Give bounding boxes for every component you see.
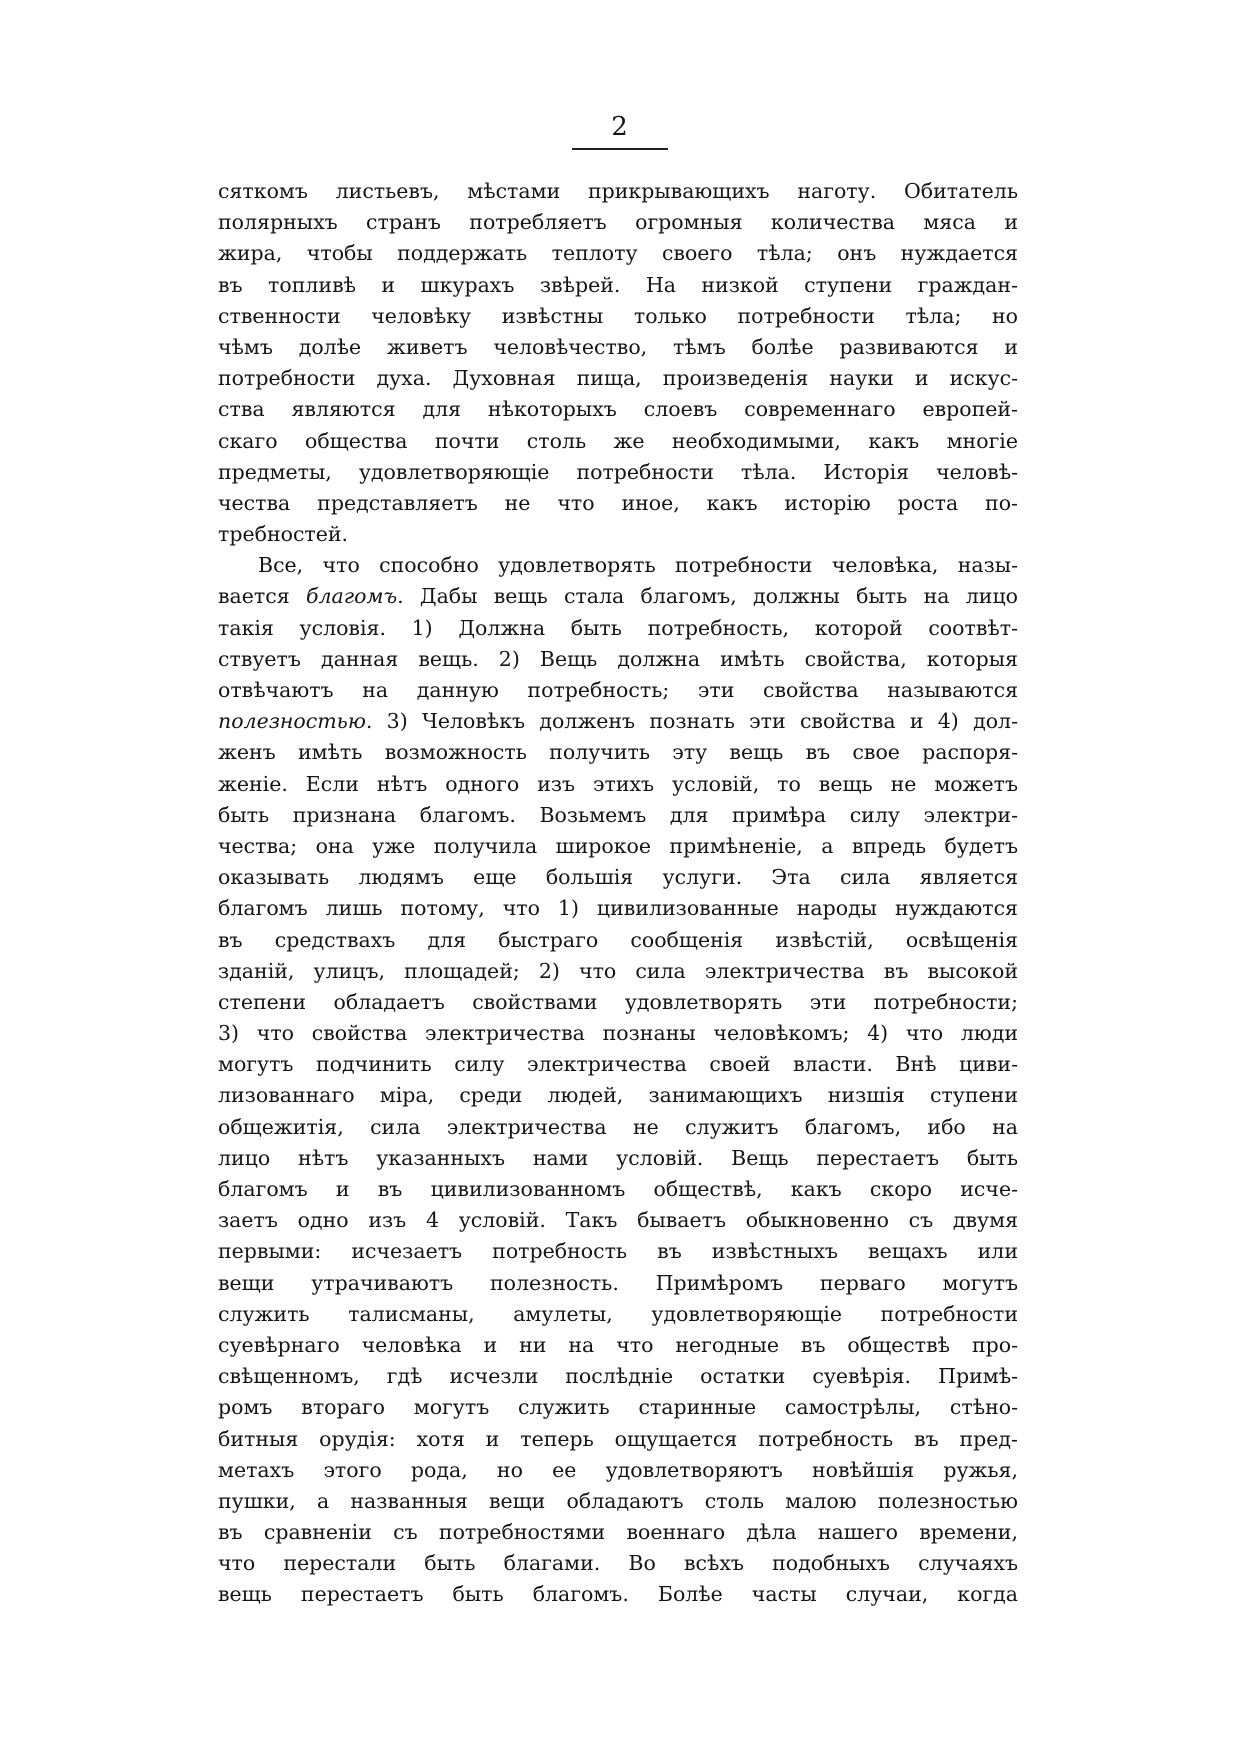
text-line: полярныхъ странъ потребляетъ огромныя количества мяса и	[218, 210, 1018, 235]
text-line: чества; она уже получила широкое примѣненіе, а впредь будетъ	[218, 833, 1018, 858]
text-line: женъ имѣть возможность получить эту вещь въ свое распоря-	[218, 740, 1018, 765]
text-line: потребности духа. Духовная пища, произведенія науки и искус-	[218, 366, 1018, 391]
text-line: лизованнаго міра, среди людей, занимающихъ низшія ступени	[218, 1083, 1018, 1108]
text-line: первыми: исчезаетъ потребность въ извѣстныхъ вещахъ или	[218, 1239, 1018, 1264]
text-line: степени обладаетъ свойствами удовлетворять эти потребности;	[218, 989, 1018, 1014]
text-line: Все, что способно удовлетворять потребности человѣка, назы-	[258, 553, 1018, 578]
text-line: благомъ и въ цивилизованномъ обществѣ, какъ скоро исче-	[218, 1177, 1018, 1201]
text-line: могутъ подчинить силу электричества своей власти. Внѣ циви-	[218, 1052, 1018, 1077]
text-line: въ топливѣ и шкурахъ звѣрей. На низкой ступени граждан-	[218, 272, 1018, 297]
text-line: пушки, а названныя вещи обладаютъ столь малою полезностью	[218, 1488, 1018, 1513]
text-line: требностей.	[218, 522, 349, 547]
text-line: благомъ лишь потому, что 1) цивилизованные народы нуждаются	[218, 896, 1018, 921]
emphasized-term: полезностью	[218, 709, 366, 734]
text-run: вается	[218, 584, 306, 609]
text-line: ствуетъ данная вещь. 2) Вещь должна имѣть свойства, которыя	[218, 646, 1018, 671]
text-line: ромъ втораго могутъ служить старинные самострѣлы, стѣно-	[218, 1395, 1018, 1420]
text-line	[218, 581, 1018, 612]
text-line: быть признана благомъ. Возьмемъ для примѣра силу электри-	[218, 802, 1018, 827]
text-line: свѣщенномъ, гдѣ исчезли послѣдніе остатки суевѣрія. Примѣ-	[218, 1364, 1018, 1389]
emphasized-term: благомъ	[305, 584, 398, 609]
text-line	[218, 706, 1018, 737]
text-line: отвѣчаютъ на данную потребность; эти свойства называются	[218, 678, 1018, 702]
page-number: 2	[611, 112, 629, 142]
text-line: 3) что свойства электричества познаны человѣкомъ; 4) что люди	[218, 1021, 1018, 1046]
text-line: сяткомъ листьевъ, мѣстами прикрывающихъ наготу. Обитатель	[218, 179, 1018, 203]
body-text	[218, 176, 1018, 1611]
text-line: зданій, улицъ, площадей; 2) что сила электричества въ высокой	[218, 958, 1018, 983]
text-line: чества представляетъ не что иное, какъ исторію роста по-	[218, 490, 1018, 515]
text-run: . 3) Человѣкъ долженъ познать эти свойства и 4) дол-	[365, 709, 1018, 734]
text-line: оказывать людямъ еще большія услуги. Эта сила является	[218, 865, 1018, 890]
text-line: ственности человѣку извѣстны только потребности тѣла; но	[218, 303, 1018, 328]
text-run: . Дабы вещь стала благомъ, должны быть на лицо	[397, 584, 1018, 609]
text-line: жира, чтобы поддержать теплоту своего тѣла; онъ нуждается	[218, 241, 1018, 266]
text-line: предметы, удовлетворяющіе потребности тѣла. Исторія человѣ-	[218, 459, 1018, 484]
text-line: суевѣрнаго человѣка и ни на что негодные въ обществѣ про-	[218, 1332, 1018, 1357]
text-line: женіе. Если нѣтъ одного изъ этихъ условій, то вещь не можетъ	[218, 771, 1018, 796]
text-line: заетъ одно изъ 4 условій. Такъ бываетъ обыкновенно съ двумя	[218, 1208, 1018, 1233]
text-line: въ сравненіи съ потребностями военнаго дѣла нашего времени,	[218, 1520, 1018, 1545]
text-line: метахъ этого рода, но ее удовлетворяютъ новѣйшія ружья,	[218, 1457, 1018, 1482]
text-line: лицо нѣтъ указанныхъ нами условій. Вещь перестаетъ быть	[218, 1145, 1018, 1170]
text-line: въ средствахъ для быстраго сообщенія извѣстій, освѣщенія	[218, 927, 1018, 952]
page-number-rule	[572, 148, 668, 150]
text-line: чѣмъ долѣе живетъ человѣчество, тѣмъ болѣе развиваются и	[218, 334, 1018, 359]
text-line: ства являются для нѣкоторыхъ слоевъ современнаго европей-	[218, 397, 1018, 422]
text-line: общежитія, сила электричества не служитъ благомъ, ибо на	[218, 1114, 1018, 1139]
text-line: что перестали быть благами. Во всѣхъ подобныхъ случаяхъ	[218, 1551, 1018, 1576]
text-line: скаго общества почти столь же необходимыми, какъ многіе	[218, 428, 1018, 453]
text-line: вещь перестаетъ быть благомъ. Болѣе часты случаи, когда	[218, 1582, 1018, 1607]
text-line: вещи утрачиваютъ полезность. Примѣромъ перваго могутъ	[218, 1270, 1018, 1295]
text-line: такія условія. 1) Должна быть потребность, которой соотвѣт-	[218, 615, 1018, 640]
text-line: битныя орудія: хотя и теперь ощущается потребность въ пред-	[218, 1426, 1018, 1451]
text-line: служить талисманы, амулеты, удовлетворяющіе потребности	[218, 1301, 1018, 1326]
